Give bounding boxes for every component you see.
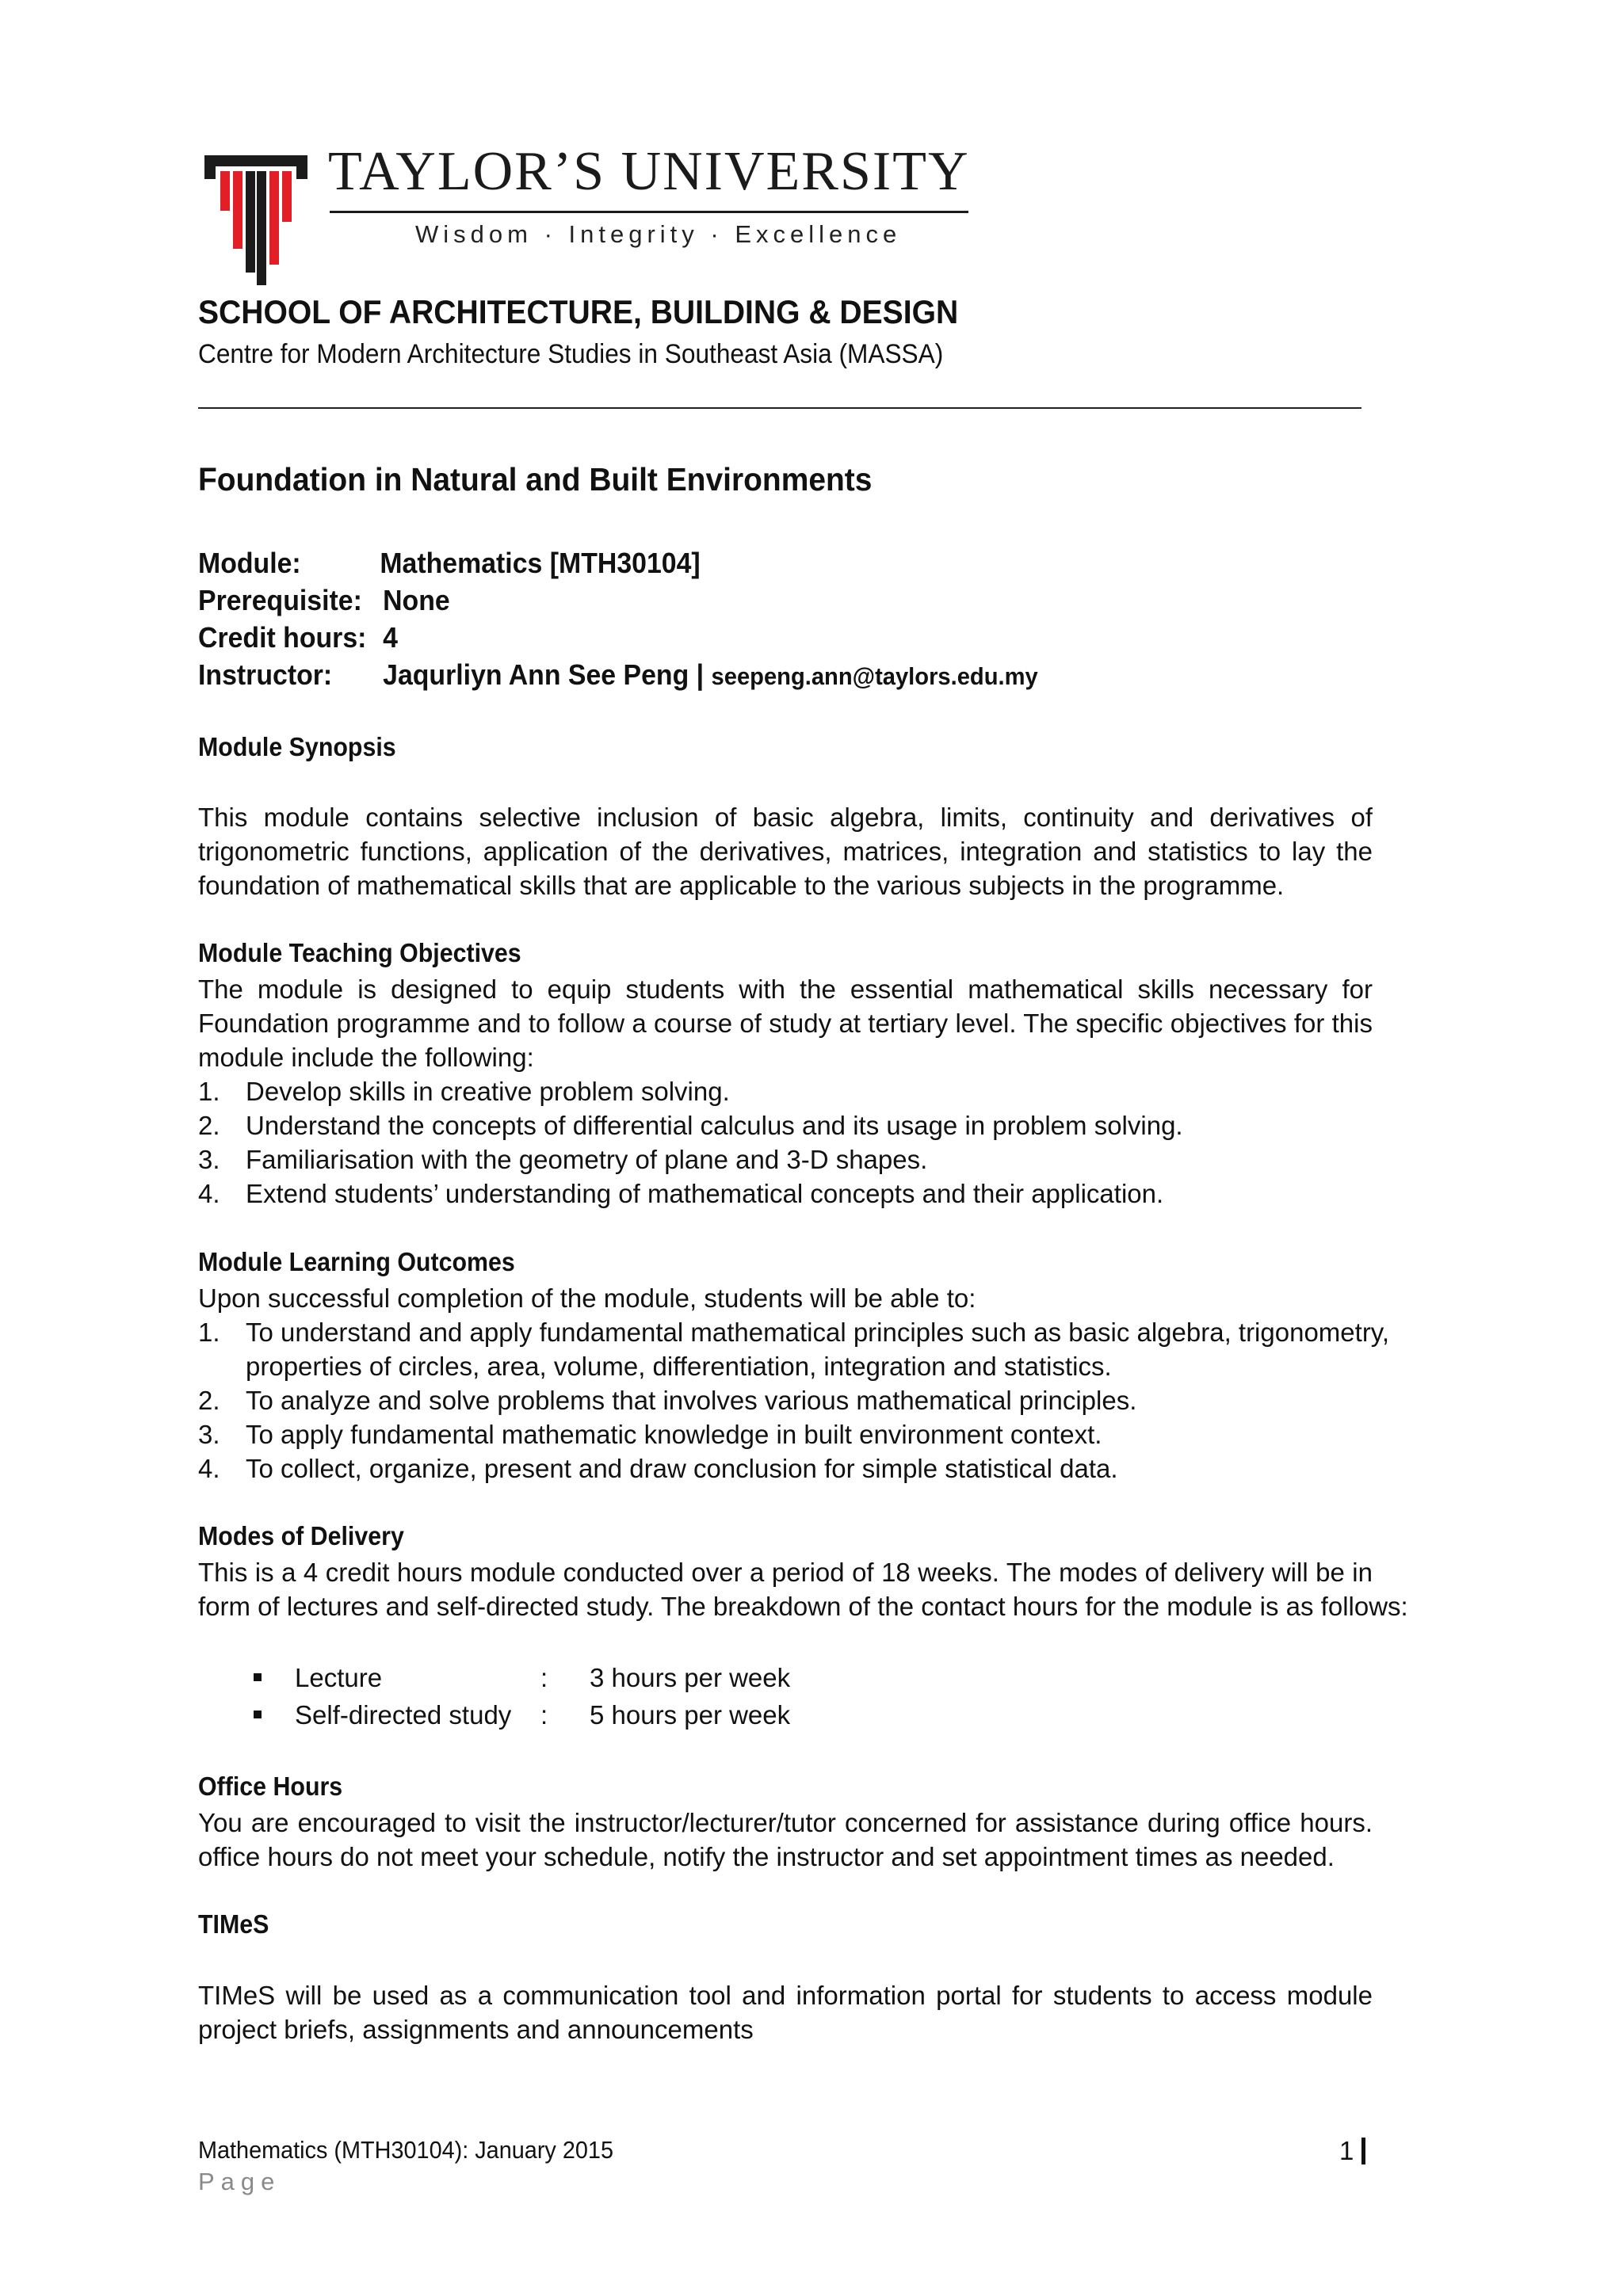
list-number: 3.: [198, 1145, 220, 1174]
instructor-label: Instructor:: [198, 658, 333, 691]
objectives-intro-line: Foundation programme and to follow a course of study at tertiary level. The specific objectives for this: [198, 1009, 1373, 1038]
module-label: Module:: [198, 547, 301, 579]
list-text: properties of circles, area, volume, differentiation, integration and statistics.: [246, 1352, 1112, 1381]
list-item: [198, 1142, 1373, 1177]
office-hours-line: office hours do not meet your schedule, notify the instructor and set appointment times as needed.: [198, 1842, 1335, 1871]
list-text: Develop skills in creative problem solving.: [246, 1077, 730, 1106]
breakdown-label: Self-directed study: [295, 1700, 512, 1730]
office-hours-line: You are encouraged to visit the instructor/lecturer/tutor concerned for assistance during office hours.: [198, 1808, 1373, 1837]
credit-hours-value: 4: [383, 621, 398, 654]
wordmark-divider: [330, 211, 968, 213]
list-number: 4.: [198, 1454, 220, 1483]
breakdown-label: Lecture: [295, 1663, 383, 1692]
list-number: 2.: [198, 1111, 220, 1140]
times-line: project briefs, assignments and announcements: [198, 2015, 754, 2044]
instructor-value: [383, 658, 1038, 692]
school-title: SCHOOL OF ARCHITECTURE, BUILDING & DESIGN: [198, 293, 959, 330]
square-bullet-icon: [254, 1711, 262, 1718]
credit-hours-label: Credit hours:: [198, 621, 367, 654]
square-bullet-icon: [254, 1673, 262, 1681]
footer-page-number: 1: [1339, 2136, 1354, 2165]
breakdown-separator: :: [540, 1663, 548, 1692]
list-item: [198, 1074, 1373, 1108]
list-text: Familiarisation with the geometry of plane and 3-D shapes.: [246, 1145, 928, 1174]
list-text: To apply fundamental mathematic knowledge in built environment context.: [246, 1420, 1102, 1449]
credit-hours-row: [198, 621, 398, 654]
list-text: Extend students’ understanding of mathematical concepts and their application.: [246, 1179, 1164, 1208]
list-text: Understand the concepts of differential calculus and its usage in problem solving.: [246, 1111, 1183, 1140]
synopsis-line: trigonometric functions, application of the derivatives, matrices, integration and statistics to lay the: [198, 837, 1373, 866]
header-divider: [198, 407, 1361, 409]
objectives-intro-line: The module is designed to equip students with the essential mathematical skills necessary for: [198, 974, 1373, 1004]
list-number: 3.: [198, 1420, 220, 1449]
footer-page-word: Page: [198, 2168, 281, 2195]
breakdown-value: 5 hours per week: [590, 1700, 791, 1730]
university-tagline: Wisdom · Integrity · Excellence: [415, 220, 902, 248]
list-item: [198, 1417, 1373, 1451]
instructor-email: seepeng.ann@taylors.edu.my: [711, 662, 1038, 690]
objectives-heading: Module Teaching Objectives: [198, 938, 521, 967]
centre-subtitle: Centre for Modern Architecture Studies in Southeast Asia (MASSA): [198, 339, 944, 369]
synopsis-heading: Module Synopsis: [198, 732, 396, 761]
list-item: [198, 1315, 1390, 1349]
times-heading: TIMeS: [198, 1909, 269, 1939]
delivery-heading: Modes of Delivery: [198, 1521, 404, 1550]
delivery-line: This is a 4 credit hours module conducted over a period of 18 weeks. The modes of delivery will be in: [198, 1558, 1373, 1587]
times-paragraph: [198, 1978, 1373, 2046]
footer-page-separator: [1361, 2138, 1365, 2164]
outcomes-heading: Module Learning Outcomes: [198, 1247, 515, 1276]
list-item-continuation: [198, 1349, 1373, 1383]
prerequisite-value: None: [383, 584, 450, 616]
synopsis-paragraph: [198, 800, 1373, 902]
university-name: TAYLOR’S UNIVERSITY: [328, 141, 970, 202]
breakdown-separator: :: [540, 1700, 548, 1730]
outcomes-intro-line: Upon successful completion of the module, students will be able to:: [198, 1283, 976, 1313]
list-text: To analyze and solve problems that involves various mathematical principles.: [246, 1386, 1137, 1415]
office-hours-heading: Office Hours: [198, 1772, 343, 1801]
list-number: 1.: [198, 1077, 220, 1106]
instructor-name: Jaqurliyn Ann See Peng |: [383, 658, 705, 691]
university-logo-icon: [204, 155, 307, 285]
instructor-row: [198, 658, 1038, 692]
list-number: 1.: [198, 1318, 220, 1347]
office-hours-paragraph: [198, 1806, 1373, 1874]
prerequisite-label: Prerequisite:: [198, 584, 362, 616]
list-text: To understand and apply fundamental mathematical principles such as basic algebra, trigonometry,: [246, 1318, 1390, 1347]
objectives-list: [198, 1074, 1373, 1211]
list-item: [198, 1383, 1373, 1417]
module-row: [198, 547, 701, 580]
list-item: [198, 1177, 1373, 1211]
times-line: TIMeS will be used as a communication tool and information portal for students to access module: [198, 1981, 1373, 2010]
breakdown-value: 3 hours per week: [590, 1663, 791, 1692]
objectives-intro-line: module include the following:: [198, 1043, 534, 1072]
delivery-line: form of lectures and self-directed study. The breakdown of the contact hours for the module is as follows:: [198, 1592, 1408, 1621]
list-text: To collect, organize, present and draw conclusion for simple statistical data.: [246, 1454, 1118, 1483]
synopsis-line: foundation of mathematical skills that are applicable to the various subjects in the programme.: [198, 871, 1285, 900]
outcomes-intro: [198, 1281, 1373, 1315]
list-number: 2.: [198, 1386, 220, 1415]
outcomes-list: [198, 1315, 1390, 1486]
list-number: 4.: [198, 1179, 220, 1208]
module-value: Mathematics [MTH30104]: [380, 547, 701, 579]
programme-title: Foundation in Natural and Built Environments: [198, 461, 873, 498]
prerequisite-row: [198, 584, 450, 617]
list-item: [198, 1451, 1373, 1486]
footer-module-date: Mathematics (MTH30104): January 2015: [198, 2136, 613, 2164]
objectives-intro: [198, 972, 1373, 1074]
synopsis-line: This module contains selective inclusion of basic algebra, limits, continuity and derivatives of: [198, 803, 1373, 832]
delivery-paragraph: [198, 1555, 1408, 1623]
list-item: [198, 1108, 1373, 1142]
